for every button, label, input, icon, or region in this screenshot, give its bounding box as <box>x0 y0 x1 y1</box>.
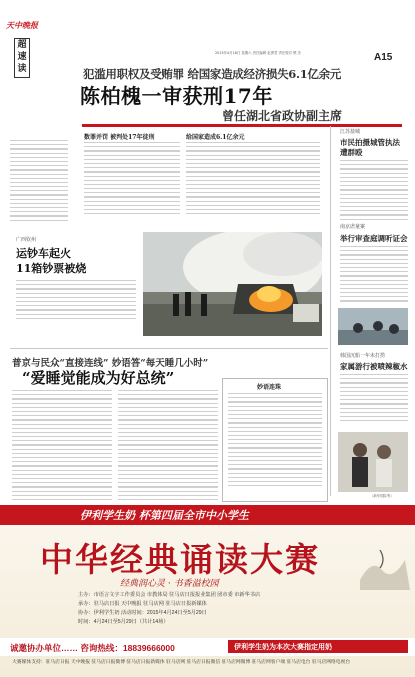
ad-hotline: 诚邀协办单位…… 咨询热线：18839666000 <box>10 643 175 653</box>
quotes-box-text <box>228 393 322 489</box>
feature-headline: “爱睡觉能成为好总统” <box>22 369 175 387</box>
sidebar-title-1a: 市民拍摄城管执法 <box>340 138 400 147</box>
sidebar-kicker-1: 江苏盐城 <box>340 129 361 135</box>
fire-photo-graphic <box>143 232 322 336</box>
sidebar-photo-graphic <box>338 308 408 345</box>
lead-col2-text <box>186 142 320 217</box>
fire-photo <box>143 232 322 336</box>
column-label-2: 速读 <box>17 52 27 74</box>
sidebar-title-1b: 遭群殴 <box>340 148 363 157</box>
feature-kicker: 普京与民众“直接连线” 妙语答“每天睡几小时” <box>12 358 209 369</box>
ad-host: 主办：市语言文字工作委员会 市教体局 驻马店日报报业集团 团市委 市新华书店 <box>78 592 261 598</box>
fire-title-1: 运钞车起火 <box>16 247 71 260</box>
sidebar-divider <box>330 126 331 496</box>
left-column-text <box>10 140 68 224</box>
lead-headline: 陈柏槐一审获刑17年 <box>80 84 273 108</box>
fire-location: 广西钦州 <box>16 237 37 243</box>
column-label-1: 超 <box>17 40 27 50</box>
fire-caption <box>16 280 136 322</box>
feature-divider <box>10 348 328 349</box>
sidebar-title-3: 家属游行被喷辣椒水 <box>340 362 408 371</box>
page-number: A15 <box>374 52 393 63</box>
ad-title: 中华经典诵读大赛 <box>40 540 320 579</box>
masthead-logo <box>6 20 46 90</box>
date-line: 2015年4月18日 星期六 责任编辑 赵勇君 责任校对 樊 芳 <box>215 51 301 55</box>
ink-painting-graphic <box>360 540 410 590</box>
ad-organizer: 承办：驻马店日报 天中晚报 驻马店网 驻马店日报新媒体 <box>78 601 207 607</box>
sidebar-kicker-3: 韩国沉船一年未打捞 <box>340 353 386 359</box>
ad-right-banner-text: 伊利学生奶为本次大赛指定用奶 <box>234 644 332 651</box>
sidebar-photo <box>338 308 408 345</box>
ink-painting <box>360 540 410 590</box>
sidebar-text-1 <box>340 160 408 223</box>
sidebar-text-2 <box>340 246 408 305</box>
ad-dates: 时间：4月24日至5月29日（共计14场） <box>78 619 169 625</box>
lead-section-title-2: 给国家造成6.1亿余元 <box>186 134 245 141</box>
feature-col1-text <box>12 390 112 503</box>
ad-slogan: 经典润心灵 · 书香溢校园 <box>120 579 219 589</box>
ad-media-support: 大赛媒体支持：驻马店日报 天中晚报 驻马店日报微博 驻马店日报新媒体 驻马店网 驻马店日报微信 驻马店网微博 驻马店网客户端 驻马店电台 驻马店网络电视台 <box>12 660 351 665</box>
fire-title-2: 11箱钞票被烧 <box>16 262 87 275</box>
brand-name: 天中晚报 <box>6 20 38 30</box>
column-label-box <box>14 38 30 78</box>
protest-photo <box>338 432 408 492</box>
lead-divider <box>82 124 402 127</box>
sidebar-text-3 <box>340 374 408 424</box>
lead-kicker: 犯滥用职权及受贿罪 给国家造成经济损失6.1亿余元 <box>83 67 342 81</box>
quotes-box-title: 妙语连珠 <box>257 384 282 391</box>
sidebar-kicker-2: 南京虐童案 <box>340 224 366 230</box>
sidebar-title-2: 举行审查庭调听证会 <box>340 234 408 243</box>
feature-col2-text <box>118 390 218 503</box>
protest-photo-graphic <box>338 432 408 492</box>
lead-subhead: 曾任湖北省政协副主席 <box>222 109 343 123</box>
lead-col1-text <box>84 142 180 217</box>
feature-footer-note: （新华国际等） <box>370 494 394 498</box>
quotes-box <box>222 378 328 502</box>
lead-section-title-1: 数罪并罚 被判处17年徒刑 <box>84 134 155 141</box>
ad-sponsor: 协办：伊利学生奶 活动时间：2015年4月24日至5月29日 <box>78 610 207 616</box>
ad-banner-text: 伊利学生奶 杯第四届全市中小学生 <box>80 509 249 522</box>
